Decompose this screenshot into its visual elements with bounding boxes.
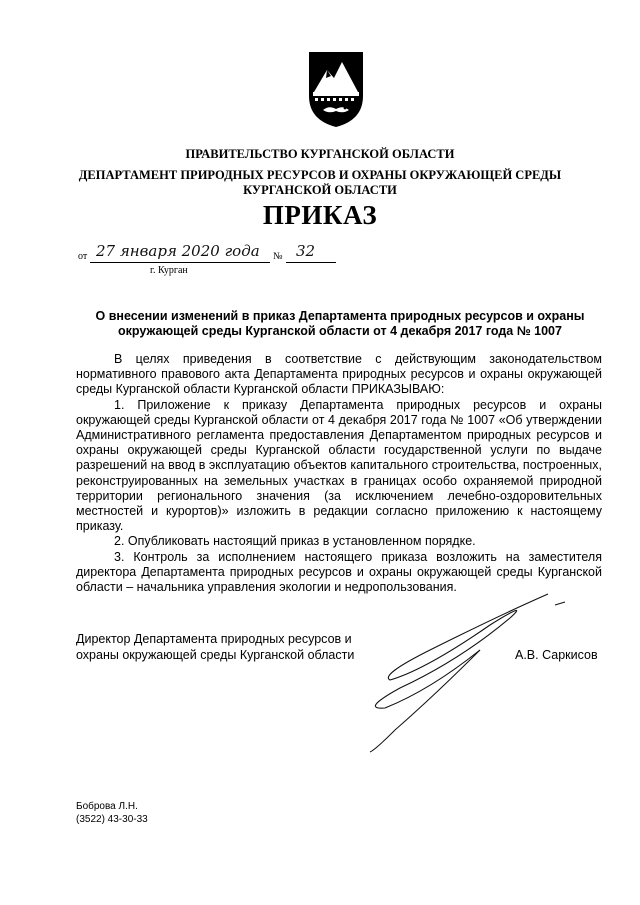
order-subject: О внесении изменений в приказ Департамента природных ресурсов и охраны окружающей среды Курганской области от 4 декабря 2017 года № 1007	[95, 309, 585, 338]
handwritten-signature	[340, 580, 570, 755]
number-underline	[286, 262, 336, 263]
signer-name: А.В. Саркисов	[515, 648, 598, 662]
order-item-1: 1. Приложение к приказу Департамента природных ресурсов и охраны окружающей среды Курганской области от 4 декабря 2017 года № 1007 «Об утверждении Административного регламента предоставления Департаментом природных ресурсов и охраны окружающей среды Курганской области государственной услуги по выдаче разрешений на ввод в эксплуатацию объектов капитального строительства, построенных, реконструированных на земельных участках в границах особо охраняемой природной территории регионального значения (за исключением лечебно-оздоровительных местностей и курортов)» изложить в редакции согласно приложению к настоящему приказу.	[76, 397, 602, 534]
signer-position-line1: Директор Департамента природных ресурсов и	[76, 632, 352, 646]
executor-name: Боброва Л.Н.	[76, 801, 138, 812]
number-label: №	[273, 251, 283, 262]
order-preamble: В целях приведения в соответствие с действующим законодательством нормативного правового акта Департамента природных ресурсов и охраны окружающей среды Курганской области Курганской области ПРИКАЗЫВАЮ:	[76, 352, 602, 397]
order-body	[76, 352, 602, 595]
government-title: ПРАВИТЕЛЬСТВО КУРГАНСКОЙ ОБЛАСТИ	[185, 147, 455, 161]
order-item-3: 3. Контроль за исполнением настоящего приказа возложить на заместителя директора Департамента природных ресурсов и охраны окружающей среды Курганской области – начальника управления экологии и недропользования.	[76, 549, 602, 595]
order-date-handwritten: 27 января 2020 года	[96, 242, 260, 260]
order-item-2: 2. Опубликовать настоящий приказ в установленном порядке.	[114, 534, 476, 549]
department-title-line2: КУРГАНСКОЙ ОБЛАСТИ	[243, 183, 397, 197]
date-from-label: от	[78, 251, 88, 262]
department-title-line1: ДЕПАРТАМЕНТ ПРИРОДНЫХ РЕСУРСОВ И ОХРАНЫ ОКРУЖАЮЩЕЙ СРЕДЫ	[78, 168, 562, 182]
executor-phone: (3522) 43-30-33	[76, 814, 148, 825]
order-number-handwritten: 32	[296, 242, 316, 260]
signer-position-line2: охраны окружающей среды Курганской области	[76, 647, 355, 662]
document-type-title: ПРИКАЗ	[262, 200, 378, 230]
signer-position	[76, 632, 354, 663]
coat-of-arms-emblem	[305, 48, 367, 130]
date-underline	[90, 262, 270, 263]
city-label: г. Курган	[150, 265, 188, 276]
executor-info	[76, 800, 148, 826]
